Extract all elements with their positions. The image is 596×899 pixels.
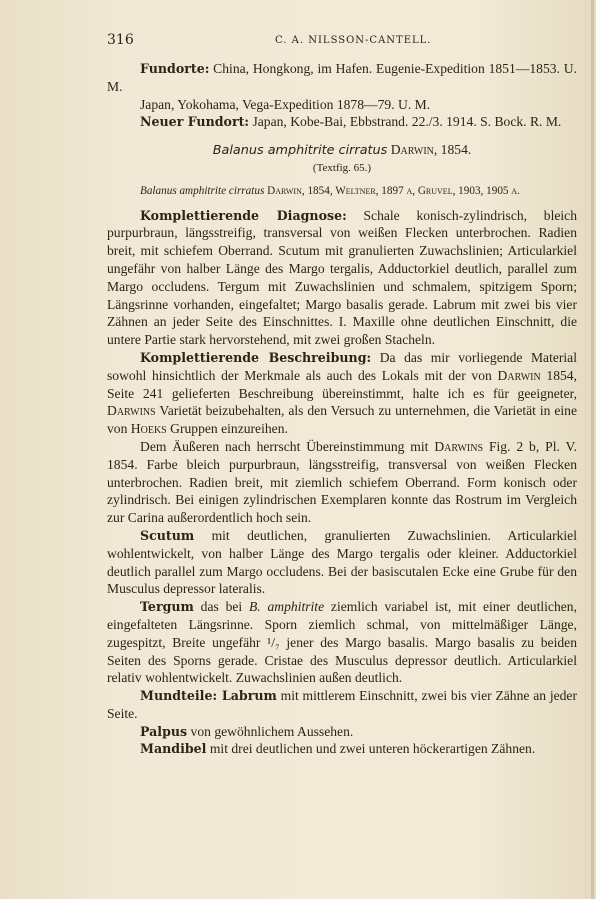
species-author: Darwin, 1854.	[387, 142, 472, 158]
author-darwins-2: Darwins	[434, 438, 484, 454]
diagnose-label: Komplettierende Diagnose:	[140, 207, 347, 223]
beschreibung-text-4: Gruppen einzureihen.	[166, 421, 288, 437]
mundteile-text: mit mittlerem Einschnitt, zwei bis vier Zähne an jeder Seite.	[107, 688, 577, 721]
synonymy-line	[107, 183, 577, 201]
tergum-text-1: das bei	[193, 599, 249, 615]
fundorte-japan-line: Japan, Yokohama, Vega-Expedition 1878—79. U. M.	[140, 96, 431, 112]
fundorte-text: China, Hongkong, im Hafen. Eugenie-Expedition 1851—1853. U. M.	[107, 61, 577, 94]
diagnose-paragraph	[107, 207, 577, 349]
beschreibung-text-3: Varietät beizubehalten, als den Versuch zu unternehmen, die Varietät in eine von	[107, 403, 577, 437]
running-title: C. A. NILSSON-CANTELL.	[275, 35, 432, 46]
tergum-text-2: ziemlich variabel ist, mit einer deutlichen, eingefalteten Längsrinne. Sporn ziemlich schmal, von mittelmäßiger Länge, zugespitzt, Breite ungefähr ¹/₇ jener des Margo basalis. Margo basalis zu beiden Seiten des Sporns gerade. Cristae des Musculus depressor deutlich. Articularkiel relativ wohlentwickelt. Zuwachslinien außen deutlich.	[107, 599, 577, 686]
neuer-fundort-text: Japan, Kobe-Bai, Ebbstrand. 22./3. 1914. S. Bock. R. M.	[249, 114, 562, 130]
fundorte-label: Fundorte:	[140, 61, 210, 76]
author-darwin: Darwin	[497, 367, 541, 383]
beschreibung-paragraph	[107, 349, 577, 438]
palpus-paragraph	[107, 723, 577, 741]
page-header	[107, 32, 556, 52]
beschreibung-text-1: Da das mir vorliegende Material sowohl hinsichtlich der Merkmale als auch des Lokals mit der von	[107, 349, 577, 383]
neuer-fundort-paragraph	[107, 113, 577, 131]
aeusseren-text-2: Fig. 2 b, Pl. V. 1854. Farbe bleich purpurbraun, längsstreifig, transversal von weißen Flecken unterbrochen. Radien breit, mit ziemlich schiefem Oberrand. Form konisch oder zylindrisch. Bei einigen zylindrischen Exemplaren konnte das Rostrum im Vergleich zur Carina außerordentlich hoch sein.	[107, 438, 577, 526]
figure-reference: (Textfig. 65.)	[312, 161, 372, 174]
tergum-label: Tergum	[140, 599, 194, 615]
mundteile-paragraph	[107, 687, 577, 723]
page-number: 316	[107, 32, 134, 48]
diagnose-text: Schale konisch-zylindrisch, bleich purpurbraun, längsstreifig, transversal von weißen Flecken unterbrochen. Radien breit, mit schiefem Oberrand. Scutum mit granulierten Zuwachslinien; Articularkiel ungefähr von halber Länge des Margo tergalis, Adductorkiel deutlich, parallel zum Margo occludens. Tergum mit Zuwachslinien und schmalem, spitzigem Sporn; Längsrinne vorhanden, eingefaltet; Margo basalis gerade. Labrum mit zwei bis vier Zähnen an jeder Seite des Einschnittes. I. Maxille ohne deutlichen Einschnitt, die untere Partie stark hervorstehend, mit zwei großen Stacheln.	[107, 207, 577, 348]
palpus-label: Palpus	[140, 723, 188, 739]
neuer-fundort-label: Neuer Fundort:	[140, 114, 250, 130]
species-name: Balanus amphitrite cirratus	[212, 143, 388, 159]
synonymy-refs: Darwin, 1854, Weltner, 1897 a, Gruvel, 1903, 1905 a.	[264, 184, 520, 197]
beschreibung-label: Komplettierende Beschreibung:	[140, 349, 372, 365]
mandibel-text: mit drei deutlichen und zwei unteren höckerartigen Zähnen.	[206, 741, 536, 757]
scutum-paragraph	[107, 527, 577, 598]
species-title	[107, 141, 577, 160]
labrum-label: Labrum	[217, 688, 277, 704]
mandibel-label: Mandibel	[140, 741, 207, 757]
beschreibung-text-2: 1854, Seite 241 gelieferten Beschreibung übereinstimmt, halte ich es für geeigneter,	[107, 367, 578, 401]
page-edge	[591, 0, 594, 899]
author-hoeks: Hoeks	[130, 421, 167, 437]
scutum-text: mit deutlichen, granulierten Zuwachslinien. Articularkiel wohlentwickelt, von halber Länge des Margo tergalis oder kleiner. Adductorkiel deutlich parallel zum Margo occludens. Bei der basiscutalen Ecke eine Grube für den Musculus depressor lateralis.	[107, 527, 577, 597]
mundteile-label: Mundteile:	[140, 688, 218, 704]
author-darwins: Darwins	[107, 403, 156, 419]
fundorte-paragraph	[107, 60, 577, 96]
synonymy-name: Balanus amphitrite cirratus	[140, 184, 265, 197]
scutum-label: Scutum	[140, 527, 195, 543]
aeusseren-paragraph	[107, 438, 577, 527]
palpus-text: von gewöhnlichem Aussehen.	[187, 723, 354, 739]
mandibel-paragraph	[107, 740, 577, 758]
aeusseren-text-1: Dem Äußeren nach herrscht Übereinstimmung mit	[140, 438, 435, 454]
tergum-paragraph	[107, 598, 577, 687]
page-body	[107, 60, 577, 758]
tergum-italic: B. amphitrite	[248, 599, 325, 615]
